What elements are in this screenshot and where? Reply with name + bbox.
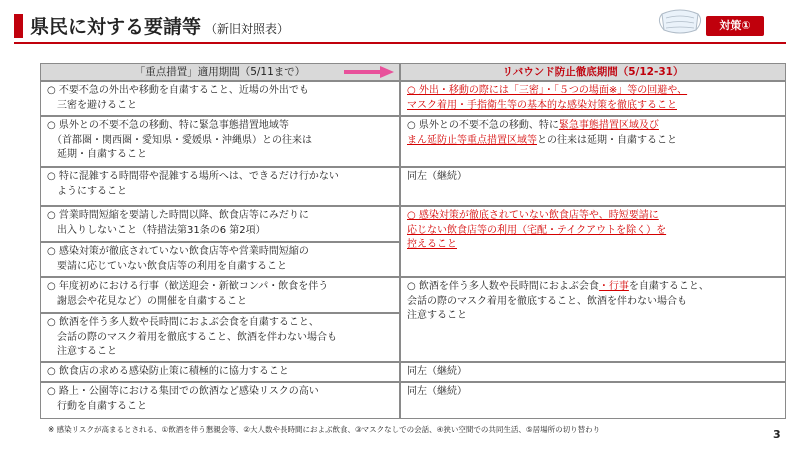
left-row-7-line: ○ 飲酒を伴う多人数や長時間におよぶ会食を自粛すること、 xyxy=(47,317,319,328)
left-row-4 xyxy=(40,206,400,242)
left-column-header: 「重点措置」適用期間（5/11まで） xyxy=(40,63,400,81)
face-mask-icon xyxy=(656,4,704,38)
right-row-1-line: マスク着用・手指衛生等の基本的な感染対策を徹底すること xyxy=(407,99,677,111)
right-row-4-line: 控えること xyxy=(407,239,457,250)
right-row-6-text: 同左（継続） xyxy=(407,366,467,377)
measure-badge: 対策① xyxy=(706,16,764,36)
right-row-5-highlight: ・行事 xyxy=(598,281,629,292)
left-row-7 xyxy=(40,313,400,362)
title-underline xyxy=(14,42,786,44)
right-row-2-text: ○ 県外との不要不急の移動、特に xyxy=(407,120,559,131)
right-row-7-text: 同左（継続） xyxy=(407,386,467,397)
left-row-1 xyxy=(40,81,400,116)
left-row-3-line: ○ 特に混雑する時間帯や混雑する場所へは、できるだけ行かない xyxy=(47,171,339,182)
left-row-2-line: ○ 県外との不要不急の移動、特に緊急事態措置地域等 xyxy=(47,120,289,131)
left-row-5-line: ○ 感染対策が徹底されていない飲食店等や営業時間短縮の xyxy=(47,246,309,257)
left-row-4-line: 出入りしないこと（特措法第31条の6 第2項） xyxy=(47,224,266,236)
right-row-5-line: 会話の際のマスク着用を徹底すること、飲酒を伴わない場合も xyxy=(407,295,687,307)
right-row-1-line: ○ 外出・移動の際には「三密」・「５つの場面※」等の回避や、 xyxy=(407,85,688,96)
left-row-6-line: 謝恩会や花見など）の開催を自粛すること xyxy=(47,295,247,307)
left-row-2-line: 延期・自粛すること xyxy=(47,149,147,160)
comparison-table xyxy=(40,63,786,419)
right-row-4-line: ○ 感染対策が徹底されていない飲食店等や、時短要請に xyxy=(407,210,659,221)
left-row-8-line: ○ 飲食店の求める感染防止策に積極的に協力すること xyxy=(47,366,289,377)
page-title xyxy=(30,12,289,39)
left-row-1-line: 三密を避けること xyxy=(47,99,137,111)
title-accent-bar xyxy=(14,14,23,38)
footnote: ※ 感染リスクが高まるとされる、①飲酒を伴う懇親会等、②大人数や長時間におよぶ飲食、③マスクなしでの会話、④狭い空間での共同生活、⑤居場所の切り替わり xyxy=(48,425,601,434)
page-title-text: 県民に対する要請等 xyxy=(30,16,202,38)
left-row-3 xyxy=(40,167,400,206)
right-row-6 xyxy=(400,362,786,382)
right-row-1 xyxy=(400,81,786,116)
left-row-2 xyxy=(40,116,400,167)
right-row-5 xyxy=(400,277,786,362)
right-row-5-text: ○ 飲酒を伴う多人数や長時間におよぶ会食 xyxy=(407,281,599,292)
arrow-right-icon xyxy=(344,66,394,78)
left-row-3-line: ようにすること xyxy=(47,185,127,197)
left-row-9-line: ○ 路上・公園等における集団での飲酒など感染リスクの高い xyxy=(47,386,319,397)
left-row-5-line: 要請に応じていない飲食店等の利用を自粛すること xyxy=(47,260,287,272)
right-row-7 xyxy=(400,382,786,419)
right-row-5-text: を自粛すること、 xyxy=(628,281,709,292)
left-row-2-line: （首都圏・関西圏・愛知県・愛媛県・沖縄県）との往来は xyxy=(47,134,312,146)
right-row-5-line: 注意すること xyxy=(407,310,467,321)
left-row-5 xyxy=(40,242,400,277)
right-row-3-text: 同左（継続） xyxy=(407,171,467,182)
right-column-header: リバウンド防止徹底期間（5/12-31） xyxy=(400,63,786,81)
left-row-9 xyxy=(40,382,400,419)
left-row-1-line: ○ 不要不急の外出や移動を自粛すること、近場の外出でも xyxy=(47,85,309,96)
page-subtitle: （新旧対照表） xyxy=(205,22,290,36)
right-row-2-text: との往来は延期・自粛すること xyxy=(537,134,677,146)
right-row-4-line: 応じない飲食店等の利用（宅配・テイクアウトを除く）を xyxy=(407,224,667,236)
right-row-2-highlight: まん延防止等重点措置区域等 xyxy=(407,134,537,146)
right-row-4 xyxy=(400,206,786,277)
page-number: 3 xyxy=(773,428,781,441)
right-row-2-highlight: 緊急事態措置区域及び xyxy=(558,120,659,131)
left-row-7-line: 注意すること xyxy=(47,346,117,357)
left-row-6 xyxy=(40,277,400,313)
left-row-9-line: 行動を自粛すること xyxy=(47,400,147,412)
right-row-2 xyxy=(400,116,786,167)
left-row-8 xyxy=(40,362,400,382)
left-row-7-line: 会話の際のマスク着用を徹底すること、飲酒を伴わない場合も xyxy=(47,331,337,343)
left-row-4-line: ○ 営業時間短縮を要請した時間以降、飲食店等にみだりに xyxy=(47,210,309,221)
left-row-6-line: ○ 年度初めにおける行事（歓送迎会・新歓コンパ・飲食を伴う xyxy=(47,281,329,292)
right-row-3 xyxy=(400,167,786,206)
